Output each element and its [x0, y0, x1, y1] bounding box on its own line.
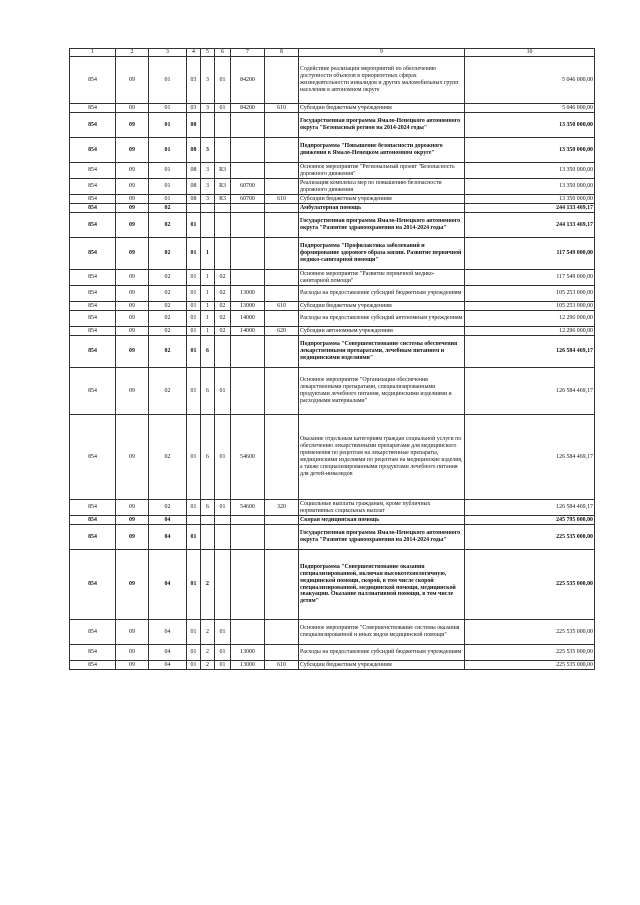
section-code: 09: [116, 302, 149, 311]
program-code: 01: [187, 525, 201, 550]
subsection-code: 02: [149, 213, 187, 238]
item-description: Основное мероприятие "Организация обеспечения лекарственными препаратами, специализированными продуктами лечебного питания, медицинскими изделиями и расходными материалами": [299, 368, 465, 415]
subprogram-code: 6: [201, 500, 215, 516]
table-row: [70, 620, 595, 645]
amount: 5 046 000,00: [465, 104, 595, 113]
subprogram-code: 1: [201, 286, 215, 302]
chief-code: 854: [70, 238, 116, 270]
amount: 13 350 000,00: [465, 113, 595, 138]
subsection-code: 02: [149, 311, 187, 327]
chief-code: 854: [70, 550, 116, 620]
direction-code: [231, 113, 265, 138]
column-number: 7: [231, 49, 265, 57]
program-code: 03: [187, 57, 201, 104]
direction-code: [231, 368, 265, 415]
section-code: 09: [116, 286, 149, 302]
section-code: 09: [116, 327, 149, 336]
item-description: Расходы на предоставление субсидий автономным учреждениям: [299, 311, 465, 327]
section-code: 09: [116, 179, 149, 195]
direction-code: 13000: [231, 302, 265, 311]
chief-code: 854: [70, 302, 116, 311]
program-code: 08: [187, 195, 201, 204]
chief-code: 854: [70, 620, 116, 645]
program-code: 08: [187, 163, 201, 179]
subprogram-code: 1: [201, 270, 215, 286]
subsection-code: 04: [149, 525, 187, 550]
item-description: Социальные выплаты гражданам, кроме публичных нормативных социальных выплат: [299, 500, 465, 516]
section-code: 09: [116, 213, 149, 238]
program-code: 01: [187, 270, 201, 286]
item-description: Субсидии бюджетным учреждениям: [299, 195, 465, 204]
subprogram-code: 6: [201, 415, 215, 500]
subsection-code: 02: [149, 238, 187, 270]
program-code: 01: [187, 368, 201, 415]
amount: 126 584 469,17: [465, 336, 595, 368]
subprogram-code: [201, 204, 215, 213]
activity-code: R3: [215, 195, 231, 204]
subprogram-code: 1: [201, 238, 215, 270]
subsection-code: 02: [149, 336, 187, 368]
amount: 225 535 000,00: [465, 550, 595, 620]
item-description: Государственная программа Ямало-Ненецкого автономного округа "Развитие здравоохранения на 2014-2024 годы": [299, 525, 465, 550]
direction-code: 13000: [231, 286, 265, 302]
subsection-code: 02: [149, 500, 187, 516]
column-number: 9: [299, 49, 465, 57]
direction-code: [231, 620, 265, 645]
program-code: 01: [187, 311, 201, 327]
subprogram-code: 3: [201, 104, 215, 113]
amount: 13 350 000,00: [465, 138, 595, 163]
amount: 117 549 000,00: [465, 270, 595, 286]
amount: 117 549 000,00: [465, 238, 595, 270]
table-row: [70, 104, 595, 113]
item-description: Подпрограмма "Повышение безопасности дорожного движения в Ямало-Ненецком автономном округе": [299, 138, 465, 163]
table-row: [70, 500, 595, 516]
table-row: [70, 336, 595, 368]
expense-type-code: 610: [265, 661, 299, 670]
chief-code: 854: [70, 163, 116, 179]
expense-type-code: [265, 204, 299, 213]
table-row: [70, 213, 595, 238]
subsection-code: 01: [149, 138, 187, 163]
direction-code: 84200: [231, 104, 265, 113]
amount: 13 350 000,00: [465, 195, 595, 204]
column-number: 5: [201, 49, 215, 57]
expense-type-code: [265, 368, 299, 415]
direction-code: [231, 213, 265, 238]
table-row: [70, 238, 595, 270]
column-number-row: [70, 49, 595, 57]
program-code: 01: [187, 645, 201, 661]
chief-code: 854: [70, 500, 116, 516]
budget-table-body: [70, 57, 595, 670]
activity-code: 02: [215, 302, 231, 311]
chief-code: 854: [70, 336, 116, 368]
budget-table: [69, 48, 595, 670]
direction-code: [231, 204, 265, 213]
table-row: [70, 516, 595, 525]
section-code: 09: [116, 415, 149, 500]
direction-code: 14000: [231, 327, 265, 336]
expense-type-code: [265, 179, 299, 195]
chief-code: 854: [70, 311, 116, 327]
amount: 244 133 469,17: [465, 204, 595, 213]
expense-type-code: [265, 620, 299, 645]
item-description: Оказание отдельным категориям граждан социальной услуги по обеспечению лекарственными препаратами для медицинского применения по рецептам на лекарственные препараты, медицинскими изделиями по рецептам на медицинские изделия, а также специализированными продуктами лечебного питания для детей-инвалидов: [299, 415, 465, 500]
subsection-code: 02: [149, 204, 187, 213]
subsection-code: 04: [149, 516, 187, 525]
program-code: 01: [187, 238, 201, 270]
table-row: [70, 645, 595, 661]
amount: 105 253 000,00: [465, 302, 595, 311]
program-code: [187, 204, 201, 213]
activity-code: 02: [215, 327, 231, 336]
chief-code: 854: [70, 104, 116, 113]
section-code: 09: [116, 620, 149, 645]
table-row: [70, 286, 595, 302]
table-row: [70, 368, 595, 415]
subsection-code: 04: [149, 645, 187, 661]
table-row: [70, 311, 595, 327]
subsection-code: 01: [149, 104, 187, 113]
activity-code: 01: [215, 620, 231, 645]
direction-code: [231, 336, 265, 368]
amount: 126 584 469,17: [465, 500, 595, 516]
amount: 225 535 000,00: [465, 620, 595, 645]
subsection-code: 01: [149, 57, 187, 104]
expense-type-code: [265, 238, 299, 270]
expense-type-code: [265, 138, 299, 163]
direction-code: 54600: [231, 500, 265, 516]
subsection-code: 02: [149, 302, 187, 311]
amount: 13 350 000,00: [465, 179, 595, 195]
expense-type-code: [265, 270, 299, 286]
item-description: Субсидии бюджетным учреждениям: [299, 104, 465, 113]
subprogram-code: [201, 113, 215, 138]
subsection-code: 02: [149, 327, 187, 336]
amount: 244 133 469,17: [465, 213, 595, 238]
item-description: Основное мероприятие "Региональный проект "Безопасность дорожного движения": [299, 163, 465, 179]
chief-code: 854: [70, 525, 116, 550]
direction-code: 60700: [231, 179, 265, 195]
subsection-code: 04: [149, 620, 187, 645]
amount: 126 584 469,17: [465, 415, 595, 500]
table-row: [70, 163, 595, 179]
activity-code: [215, 525, 231, 550]
item-description: Расходы на предоставление субсидий бюджетным учреждениям: [299, 286, 465, 302]
item-description: Субсидии автономным учреждениям: [299, 327, 465, 336]
amount: 245 795 000,00: [465, 516, 595, 525]
activity-code: [215, 213, 231, 238]
subsection-code: 02: [149, 270, 187, 286]
column-number: 10: [465, 49, 595, 57]
item-description: Содействие реализации мероприятий по обеспечению доступности объектов в приоритетных сферах жизнедеятельности инвалидов и других маломобильных групп населения в автономном округе: [299, 57, 465, 104]
table-row: [70, 415, 595, 500]
chief-code: 854: [70, 286, 116, 302]
table-row: [70, 179, 595, 195]
subsection-code: 02: [149, 368, 187, 415]
section-code: 09: [116, 311, 149, 327]
column-number: 1: [70, 49, 116, 57]
section-code: 09: [116, 163, 149, 179]
program-code: 08: [187, 179, 201, 195]
subprogram-code: 2: [201, 550, 215, 620]
subprogram-code: 2: [201, 661, 215, 670]
item-description: Субсидии бюджетным учреждениям: [299, 302, 465, 311]
section-code: 09: [116, 238, 149, 270]
activity-code: 01: [215, 500, 231, 516]
subsection-code: 02: [149, 415, 187, 500]
chief-code: 854: [70, 138, 116, 163]
section-code: 09: [116, 645, 149, 661]
item-description: Подпрограмма "Совершенствование оказания специализированной, включая высокотехнологичную, медицинской помощи, скорой, в том числе скорой специализированной, медицинской помощи, медицинской эвакуации. Оказание паллиативной помощи, в том числе детям": [299, 550, 465, 620]
direction-code: [231, 550, 265, 620]
activity-code: R3: [215, 163, 231, 179]
section-code: 09: [116, 516, 149, 525]
item-description: Реализация комплекса мер по повышению безопасности дорожного движения: [299, 179, 465, 195]
section-code: 09: [116, 195, 149, 204]
activity-code: 02: [215, 311, 231, 327]
program-code: [187, 516, 201, 525]
amount: 126 584 469,17: [465, 368, 595, 415]
subsection-code: 01: [149, 163, 187, 179]
activity-code: 01: [215, 368, 231, 415]
direction-code: 13000: [231, 645, 265, 661]
activity-code: 02: [215, 270, 231, 286]
amount: 225 535 000,00: [465, 525, 595, 550]
chief-code: 854: [70, 179, 116, 195]
subprogram-code: 1: [201, 311, 215, 327]
subsection-code: 02: [149, 286, 187, 302]
expense-type-code: [265, 516, 299, 525]
activity-code: [215, 516, 231, 525]
amount: 105 253 000,00: [465, 286, 595, 302]
program-code: 08: [187, 138, 201, 163]
activity-code: R3: [215, 179, 231, 195]
item-description: Расходы на предоставление субсидий бюджетным учреждениям: [299, 645, 465, 661]
direction-code: [231, 138, 265, 163]
item-description: Скорая медицинская помощь: [299, 516, 465, 525]
table-row: [70, 270, 595, 286]
column-number: 2: [116, 49, 149, 57]
subprogram-code: [201, 525, 215, 550]
section-code: 09: [116, 104, 149, 113]
program-code: 01: [187, 286, 201, 302]
activity-code: [215, 550, 231, 620]
activity-code: 02: [215, 286, 231, 302]
section-code: 09: [116, 138, 149, 163]
table-row: [70, 661, 595, 670]
item-description: Государственная программа Ямало-Ненецкого автономного округа "Безопасный регион на 2014-2024 годы": [299, 113, 465, 138]
section-code: 09: [116, 270, 149, 286]
item-description: Подпрограмма "Совершенствование системы обеспечения лекарственными препаратами, лечебным питанием и медицинскими изделиями": [299, 336, 465, 368]
program-code: 08: [187, 113, 201, 138]
program-code: 01: [187, 550, 201, 620]
chief-code: 854: [70, 57, 116, 104]
chief-code: 854: [70, 368, 116, 415]
expense-type-code: [265, 57, 299, 104]
chief-code: 854: [70, 195, 116, 204]
amount: 12 296 000,00: [465, 327, 595, 336]
section-code: 09: [116, 661, 149, 670]
direction-code: [231, 525, 265, 550]
chief-code: 854: [70, 415, 116, 500]
document-page: [69, 48, 594, 670]
expense-type-code: [265, 286, 299, 302]
subprogram-code: 1: [201, 302, 215, 311]
expense-type-code: [265, 550, 299, 620]
expense-type-code: [265, 645, 299, 661]
activity-code: 01: [215, 661, 231, 670]
subprogram-code: 1: [201, 327, 215, 336]
table-row: [70, 204, 595, 213]
chief-code: 854: [70, 327, 116, 336]
section-code: 09: [116, 500, 149, 516]
chief-code: 854: [70, 516, 116, 525]
subsection-code: 01: [149, 113, 187, 138]
expense-type-code: [265, 213, 299, 238]
expense-type-code: 610: [265, 104, 299, 113]
section-code: 09: [116, 336, 149, 368]
activity-code: [215, 204, 231, 213]
table-row: [70, 525, 595, 550]
item-description: Государственная программа Ямало-Ненецкого автономного округа "Развитие здравоохранения на 2014-2024 годы": [299, 213, 465, 238]
subsection-code: 01: [149, 179, 187, 195]
activity-code: [215, 238, 231, 270]
activity-code: [215, 113, 231, 138]
item-description: Амбулаторная помощь: [299, 204, 465, 213]
subprogram-code: 6: [201, 368, 215, 415]
expense-type-code: 610: [265, 302, 299, 311]
activity-code: 01: [215, 645, 231, 661]
direction-code: 84200: [231, 57, 265, 104]
program-code: 01: [187, 620, 201, 645]
subprogram-code: 3: [201, 163, 215, 179]
program-code: 03: [187, 104, 201, 113]
program-code: 01: [187, 302, 201, 311]
activity-code: 01: [215, 104, 231, 113]
subprogram-code: 3: [201, 138, 215, 163]
direction-code: [231, 516, 265, 525]
expense-type-code: [265, 113, 299, 138]
direction-code: [231, 163, 265, 179]
direction-code: 54600: [231, 415, 265, 500]
item-description: Основное мероприятие "Совершенствование системы оказания специализированной и иных видов медицинской помощи": [299, 620, 465, 645]
expense-type-code: [265, 336, 299, 368]
table-row: [70, 138, 595, 163]
direction-code: 13000: [231, 661, 265, 670]
activity-code: 01: [215, 57, 231, 104]
subprogram-code: [201, 213, 215, 238]
section-code: 09: [116, 113, 149, 138]
amount: 225 535 000,00: [465, 661, 595, 670]
chief-code: 854: [70, 113, 116, 138]
column-number: 3: [149, 49, 187, 57]
amount: 225 535 000,00: [465, 645, 595, 661]
amount: 13 350 000,00: [465, 163, 595, 179]
activity-code: 01: [215, 415, 231, 500]
section-code: 09: [116, 204, 149, 213]
subprogram-code: 2: [201, 645, 215, 661]
subprogram-code: 3: [201, 195, 215, 204]
table-row: [70, 302, 595, 311]
item-description: Подпрограмма "Профилактика заболеваний и формирование здорового образа жизни. Развитие первичной медико-санитарной помощи": [299, 238, 465, 270]
chief-code: 854: [70, 204, 116, 213]
subprogram-code: 3: [201, 57, 215, 104]
expense-type-code: 320: [265, 500, 299, 516]
chief-code: 854: [70, 661, 116, 670]
program-code: 01: [187, 661, 201, 670]
subprogram-code: [201, 516, 215, 525]
subsection-code: 01: [149, 195, 187, 204]
column-number: 4: [187, 49, 201, 57]
table-row: [70, 550, 595, 620]
activity-code: [215, 138, 231, 163]
amount: 12 296 000,00: [465, 311, 595, 327]
program-code: 01: [187, 336, 201, 368]
subsection-code: 04: [149, 550, 187, 620]
table-row: [70, 113, 595, 138]
expense-type-code: [265, 415, 299, 500]
program-code: 01: [187, 500, 201, 516]
subprogram-code: 3: [201, 179, 215, 195]
expense-type-code: 610: [265, 195, 299, 204]
chief-code: 854: [70, 270, 116, 286]
section-code: 09: [116, 525, 149, 550]
chief-code: 854: [70, 213, 116, 238]
section-code: 09: [116, 57, 149, 104]
direction-code: 60700: [231, 195, 265, 204]
section-code: 09: [116, 368, 149, 415]
column-number: 8: [265, 49, 299, 57]
table-row: [70, 57, 595, 104]
program-code: 01: [187, 415, 201, 500]
section-code: 09: [116, 550, 149, 620]
table-row: [70, 327, 595, 336]
expense-type-code: 620: [265, 327, 299, 336]
direction-code: [231, 238, 265, 270]
program-code: 01: [187, 213, 201, 238]
activity-code: [215, 336, 231, 368]
direction-code: [231, 270, 265, 286]
expense-type-code: [265, 163, 299, 179]
chief-code: 854: [70, 645, 116, 661]
table-row: [70, 195, 595, 204]
program-code: 01: [187, 327, 201, 336]
subsection-code: 04: [149, 661, 187, 670]
direction-code: 14000: [231, 311, 265, 327]
column-number: 6: [215, 49, 231, 57]
expense-type-code: [265, 525, 299, 550]
expense-type-code: [265, 311, 299, 327]
item-description: Основное мероприятие "Развитие первичной медико-санитарной помощи": [299, 270, 465, 286]
subprogram-code: 6: [201, 336, 215, 368]
item-description: Субсидии бюджетным учреждениям: [299, 661, 465, 670]
subprogram-code: 2: [201, 620, 215, 645]
amount: 5 046 000,00: [465, 57, 595, 104]
